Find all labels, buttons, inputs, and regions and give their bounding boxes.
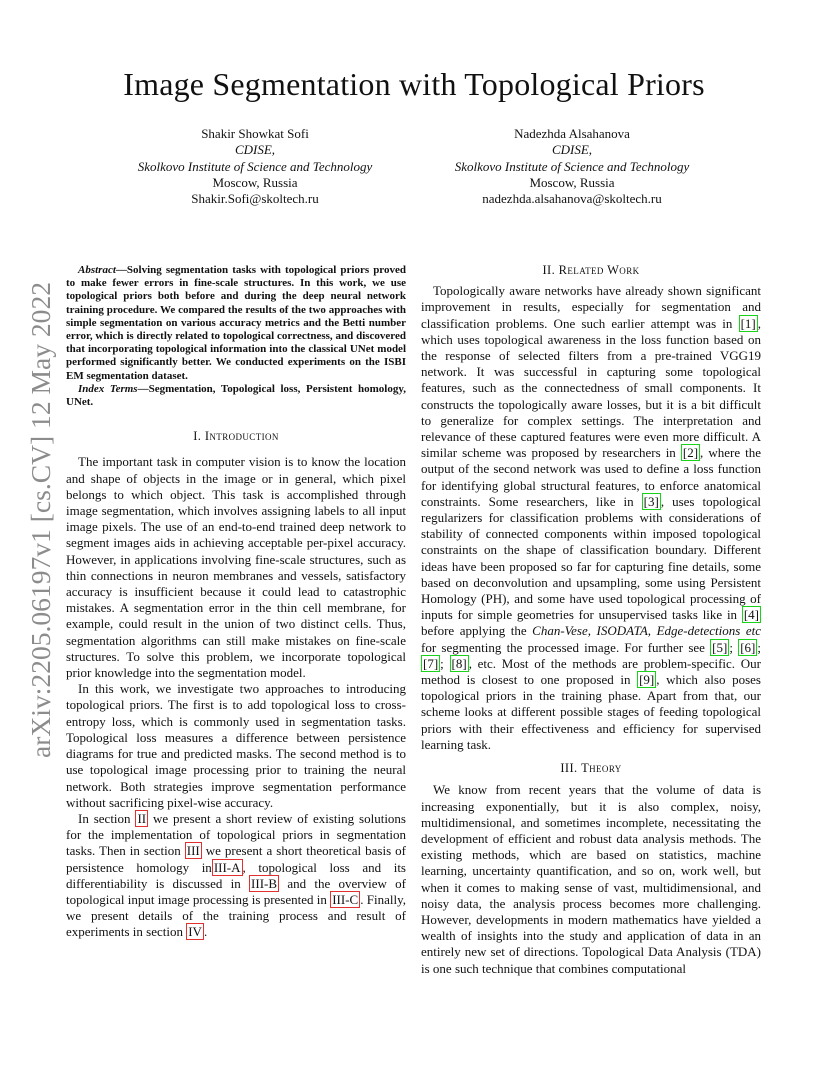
section-link[interactable]: II bbox=[137, 810, 147, 826]
index-terms-text: —Segmentation, Topological loss, Persistent homology, UNet. bbox=[66, 382, 406, 409]
section-heading-introduction: I. Introduction bbox=[193, 429, 279, 444]
abstract-text: —Solving segmentation tasks with topological priors proved to make fewer errors in fine-scale structures. In this work, we use topological priors both before and during the deep neural network training procedure. We compared the results of the two approaches with simple segmentation on various accuracy metrics and the Betti number error, which is directly related to topological correctness, and discovered that incorporating topological information into the classical UNet model performed significantly better. We conducted experiments on the ISBI EM segmentation dataset. bbox=[66, 264, 406, 382]
section-link[interactable]: III-C bbox=[332, 891, 359, 907]
author-org: Skolkovo Institute of Science and Technology bbox=[454, 158, 690, 174]
author-email: Shakir.Sofi@skoltech.ru bbox=[191, 191, 319, 207]
paper-title: Image Segmentation with Topological Priors bbox=[123, 66, 705, 102]
author-block bbox=[427, 126, 717, 207]
author-dept: CDISE, bbox=[234, 142, 276, 158]
section-link[interactable]: IV bbox=[188, 924, 202, 940]
citation-link[interactable]: [7] bbox=[423, 655, 439, 671]
abstract bbox=[66, 264, 406, 409]
citation-link[interactable]: [9] bbox=[639, 672, 655, 688]
citation-link[interactable]: [1] bbox=[740, 315, 756, 331]
section-heading-theory: III. Theory bbox=[560, 761, 622, 776]
author-email: nadezhda.alsahanova@skoltech.ru bbox=[482, 191, 662, 207]
section-link[interactable]: III-A bbox=[213, 859, 241, 875]
right-column bbox=[421, 262, 761, 977]
citation-link[interactable]: [8] bbox=[451, 655, 467, 671]
author-block bbox=[110, 126, 400, 207]
author-location: Moscow, Russia bbox=[212, 174, 298, 190]
related-work-paragraph: Topologically aware networks have already shown significant improvement in results, especially for segmentation and classification problems. One such earlier attempt was in [1] , which uses topological awareness in the loss function based on the response of selected filters from a pre-trained VGG19 network. It was successful in capturing some topological features, such as the connectedness of small components. It constructs the topologically aware losses, but it is a bit difficult to generalize for complex settings. The interpretation and relevance of these captured features were even more difficult. A similar scheme was proposed by researchers in [2] , where the output of the second network was used to define a loss function for identifying global structural features, to enforce anatomical constraints. Some researchers, like in [3] , uses topological regularizers for classification problems with considerations of stability of connected components within imposed topological constraints on the shape of classification boundary. Different ideas have been proposed so far for capturing fine details, some based on deconvolution and upsampling, some using Persistent Homology (PH), and some have used topological processing of inputs for simple geometries for unsupervised tasks like in [4] before applying the Chan-Vese, ISODATA, Edge-detections etc for segmenting the processed image. For further see [5] ; [6] ; [7] ; [8] , etc. Most of the methods are problem-specific. Our method is closest to one proposed in [9] , which also poses topological priors in the training phase. Apart from that, our scheme looks at different possible stages of feeding topological priors with their effectiveness and efficiency for supervised learning task. bbox=[421, 283, 762, 752]
section-link[interactable]: III-B bbox=[251, 875, 278, 891]
author-location: Moscow, Russia bbox=[529, 174, 615, 190]
arxiv-id: arXiv:2205.06197v1 [cs.CV] 12 May 2022 bbox=[26, 291, 56, 758]
intro-paragraph-2: In this work, we investigate two approaches to introducing topological priors. The first is to add topological loss to cross-entropy loss, which is commonly used in segmentation tasks. Topological loss measures a difference between persistence diagrams for true and predicted masks. The second method is to use topological image processing prior to training the neural network. Both strategies improve segmentation performance without sacrificing pixel-wise accuracy. bbox=[66, 681, 406, 810]
section-link[interactable]: III bbox=[186, 843, 200, 859]
citation-link[interactable]: [6] bbox=[740, 639, 756, 655]
author-org: Skolkovo Institute of Science and Technology bbox=[137, 158, 373, 174]
author-name: Nadezhda Alsahanova bbox=[514, 126, 630, 141]
intro-paragraph-1: The important task in computer vision is to know the location and shape of objects in the image or in general, which pixel belongs to which object. This task is accomplished through image segmentation, which involves assigning labels to all input image pixels. The use of an end-to-end trained deep network to segment images aids in achieving acceptable per-pixel accuracy. However, in applications involving fine-scale structures, such as thin connections in neuron membranes and vessels, satisfactory accuracy is insufficient because it could lead to catastrophic mistakes. A segmentation error in the thin cell membrane, for example, could result in the union of two distinct cells. Thus, segmentation algorithms can still make mistakes on fine-scale structures. To solve this problem, we incorporate topological prior knowledge into the segmentation model. bbox=[66, 454, 406, 681]
citation-link[interactable]: [4] bbox=[743, 607, 759, 623]
left-column bbox=[66, 262, 406, 941]
section-heading-related-work: II. Related Work bbox=[542, 263, 640, 277]
citation-link[interactable]: [2] bbox=[682, 445, 699, 461]
citation-link[interactable]: [3] bbox=[643, 493, 659, 509]
author-name: Shakir Showkat Sofi bbox=[201, 126, 309, 141]
intro-paragraph-3: In section II we present a short review of existing solutions for the implementation of topological priors in segmentation tasks. Then in section III we present a short theoretical basis of persistence homology in III-A , topological loss and its differentiability is discussed in III-B and the overview of topological input image processing is presented in III-C . Finally, we present details of the training process and result of experiments in section IV . bbox=[66, 810, 407, 940]
abstract-lead: Abstract bbox=[78, 264, 116, 276]
citation-link[interactable]: [5] bbox=[712, 639, 728, 655]
author-dept: CDISE, bbox=[551, 142, 593, 158]
index-terms-lead: Index Terms bbox=[78, 382, 138, 395]
arxiv-stamp bbox=[22, 280, 56, 760]
theory-paragraph: We know from recent years that the volume of data is increasing exponentially, but it is also complex, noisy, multidimensional, and sometimes incomplete, necessitating the development of efficient and robust data analysis methods. The existing methods, which are based on statistics, machine learning, uncertainty quantification, and so on, work well, but when it comes to making sense of vast, multidimensional, and noisy data, the analysis process becomes more challenging. However, developments in modern mathematics have yielded a wealth of insights into the study and application of data in an entirely new set of directions. Topological Data Analysis (TDA) is one such technique that combines computational bbox=[421, 782, 761, 976]
